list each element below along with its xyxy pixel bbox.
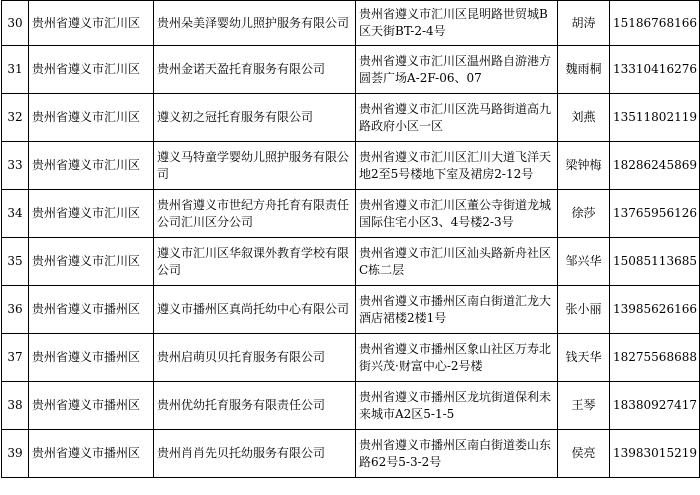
contact-cell: 侯亮	[558, 430, 610, 478]
table-row	[2, 46, 700, 94]
table-row	[2, 286, 700, 334]
contact-cell: 刘燕	[558, 94, 610, 142]
row-number: 37	[2, 334, 29, 382]
row-number: 32	[2, 94, 29, 142]
organization-cell: 遵义初之冠托育服务有限公司	[154, 94, 356, 142]
table-row	[2, 430, 700, 478]
region-cell: 贵州省遵义市汇川区	[29, 94, 154, 142]
address-cell: 贵州省遵义市汇川区洗马路街道高九路政府小区一区	[356, 94, 558, 142]
region-cell: 贵州省遵义市播州区	[29, 382, 154, 430]
organization-cell: 遵义马特童学婴幼儿照护服务有限公司	[154, 142, 356, 190]
phone-cell: 13985626166	[610, 286, 700, 334]
address-cell: 贵州省遵义市播州区南白街道娄山东路62号5-3-2号	[356, 430, 558, 478]
contact-cell: 张小丽	[558, 286, 610, 334]
table-row	[2, 382, 700, 430]
phone-cell: 18275568688	[610, 334, 700, 382]
phone-cell: 15085113685	[610, 238, 700, 286]
contact-cell: 梁钟梅	[558, 142, 610, 190]
address-cell: 贵州省遵义市播州区龙坑街道保利未来城市A2区5-1-5	[356, 382, 558, 430]
organization-cell: 贵州肖肖先贝托幼服务有限公司	[154, 430, 356, 478]
address-cell: 贵州省遵义市汇川区汕头路新舟社区C栋二层	[356, 238, 558, 286]
contact-cell: 胡涛	[558, 1, 610, 46]
table-row	[2, 94, 700, 142]
row-number: 30	[2, 1, 29, 46]
phone-cell: 13310416276	[610, 46, 700, 94]
row-number: 33	[2, 142, 29, 190]
row-number: 35	[2, 238, 29, 286]
table-row	[2, 238, 700, 286]
phone-cell: 13765956126	[610, 190, 700, 238]
organization-cell: 贵州启萌贝贝托育服务有限公司	[154, 334, 356, 382]
childcare-registry-table	[1, 0, 700, 478]
table-row	[2, 1, 700, 46]
row-number: 36	[2, 286, 29, 334]
contact-cell: 徐莎	[558, 190, 610, 238]
address-cell: 贵州省遵义市播州区南白街道汇龙大酒店裙楼2楼1号	[356, 286, 558, 334]
address-cell: 贵州省遵义市汇川区董公寺街道龙城国际住宅小区3、4号楼2-3号	[356, 190, 558, 238]
region-cell: 贵州省遵义市播州区	[29, 334, 154, 382]
address-cell: 贵州省遵义市汇川区汇川大道飞洋天地2至5号楼地下室及裙房2-12号	[356, 142, 558, 190]
row-number: 39	[2, 430, 29, 478]
contact-cell: 魏雨桐	[558, 46, 610, 94]
phone-cell: 18380927417	[610, 382, 700, 430]
row-number: 34	[2, 190, 29, 238]
phone-cell: 18286245869	[610, 142, 700, 190]
organization-cell: 贵州省遵义市世纪方舟托育有限责任公司汇川区分公司	[154, 190, 356, 238]
organization-cell: 遵义市汇川区华叙课外教育学校有限公司	[154, 238, 356, 286]
region-cell: 贵州省遵义市汇川区	[29, 46, 154, 94]
region-cell: 贵州省遵义市播州区	[29, 430, 154, 478]
organization-cell: 贵州优幼托育服务有限责任公司	[154, 382, 356, 430]
address-cell: 贵州省遵义市播州区象山社区万寿北街兴茂·财富中心-2号楼	[356, 334, 558, 382]
address-cell: 贵州省遵义市汇川区温州路自游港方圆荟广场A-2F-06、07	[356, 46, 558, 94]
region-cell: 贵州省遵义市汇川区	[29, 238, 154, 286]
phone-cell: 13511802119	[610, 94, 700, 142]
row-number: 31	[2, 46, 29, 94]
row-number: 38	[2, 382, 29, 430]
organization-cell: 贵州朵美泽婴幼儿照护服务有限公司	[154, 1, 356, 46]
table-row	[2, 334, 700, 382]
contact-cell: 邹兴华	[558, 238, 610, 286]
organization-cell: 遵义市播州区真尚托幼中心有限公司	[154, 286, 356, 334]
phone-cell: 13983015219	[610, 430, 700, 478]
region-cell: 贵州省遵义市汇川区	[29, 1, 154, 46]
address-cell: 贵州省遵义市汇川区昆明路世贸城B区天街BT-2-4号	[356, 1, 558, 46]
region-cell: 贵州省遵义市汇川区	[29, 142, 154, 190]
table-row	[2, 190, 700, 238]
organization-cell: 贵州金诺天盈托育服务有限公司	[154, 46, 356, 94]
contact-cell: 钱天华	[558, 334, 610, 382]
contact-cell: 王琴	[558, 382, 610, 430]
region-cell: 贵州省遵义市汇川区	[29, 190, 154, 238]
table-row	[2, 142, 700, 190]
region-cell: 贵州省遵义市播州区	[29, 286, 154, 334]
phone-cell: 15186768166	[610, 1, 700, 46]
